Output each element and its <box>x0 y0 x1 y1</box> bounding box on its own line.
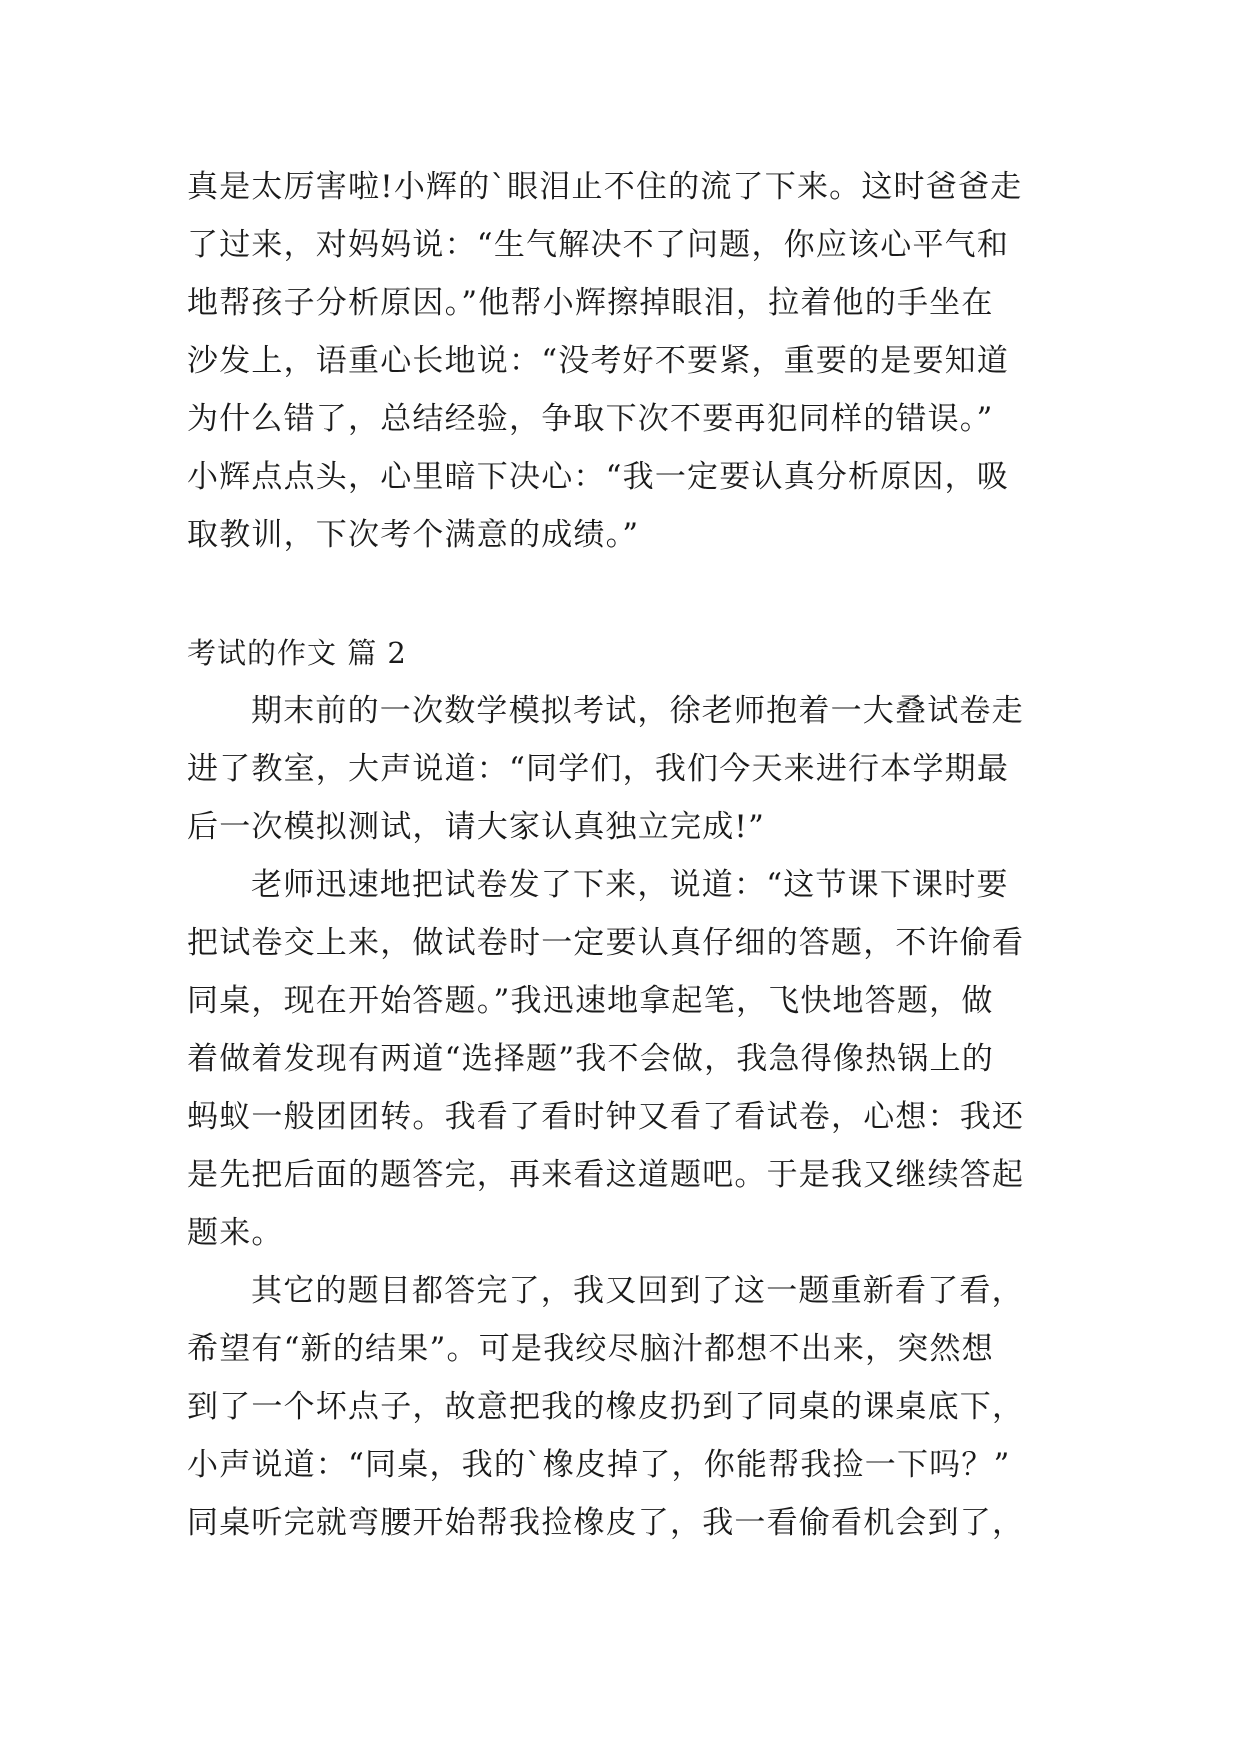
text-line: 进了教室，大声说道：“同学们，我们今天来进行本学期最 <box>187 751 1010 787</box>
text-line: 把试卷交上来，做试卷时一定要认真仔细的答题，不许偷看 <box>187 925 1025 961</box>
text-line: 希望有“新的结果”。可是我绞尽脑汁都想不出来，突然想 <box>187 1331 994 1367</box>
paragraph-1 <box>187 682 1057 856</box>
text-line: 到了一个坏点子，故意把我的橡皮扔到了同桌的课桌底下， <box>187 1389 1025 1425</box>
text-line: 题来。 <box>187 1215 284 1251</box>
text-line: 其它的题目都答完了，我又回到了这一题重新看了看， <box>251 1273 1024 1309</box>
text-line: 真是太厉害啦!小辉的`眼泪止不住的流了下来。这时爸爸走 <box>187 169 1023 205</box>
text-line: 同桌听完就弯腰开始帮我捡橡皮了，我一看偷看机会到了， <box>187 1505 1025 1541</box>
paragraph-continuation <box>187 158 1057 564</box>
paragraph-3 <box>187 1262 1057 1552</box>
essay-title: 考试的作文 篇 2 <box>187 636 407 670</box>
text-line: 沙发上，语重心长地说：“没考好不要紧，重要的是要知道 <box>187 343 1010 379</box>
text-line: 后一次模拟测试，请大家认真独立完成!” <box>187 809 766 845</box>
text-line: 为什么错了，总结经验，争取下次不要再犯同样的错误。” <box>187 401 994 437</box>
text-line: 是先把后面的题答完，再来看这道题吧。于是我又继续答起 <box>187 1157 1025 1193</box>
paragraph-2 <box>187 856 1057 1262</box>
document-body <box>187 158 1057 1552</box>
text-line: 取教训，下次考个满意的成绩。” <box>187 517 640 553</box>
text-line: 蚂蚁一般团团转。我看了看时钟又看了看试卷，心想：我还 <box>187 1099 1025 1135</box>
text-line: 老师迅速地把试卷发了下来，说道：“这节课下课时要 <box>251 867 1009 903</box>
text-line: 了过来，对妈妈说：“生气解决不了问题，你应该心平气和 <box>187 227 1010 263</box>
text-line: 小辉点点头，心里暗下决心：“我一定要认真分析原因，吸 <box>187 459 1010 495</box>
text-line: 同桌，现在开始答题。”我迅速地拿起笔，飞快地答题，做 <box>187 983 994 1019</box>
text-line: 小声说道：“同桌，我的`橡皮掉了，你能帮我捡一下吗？” <box>187 1447 1011 1483</box>
text-line: 地帮孩子分析原因。”他帮小辉擦掉眼泪，拉着他的手坐在 <box>187 285 994 321</box>
text-line: 着做着发现有两道“选择题”我不会做，我急得像热锅上的 <box>187 1041 994 1077</box>
text-line: 期末前的一次数学模拟考试，徐老师抱着一大叠试卷走 <box>251 693 1024 729</box>
